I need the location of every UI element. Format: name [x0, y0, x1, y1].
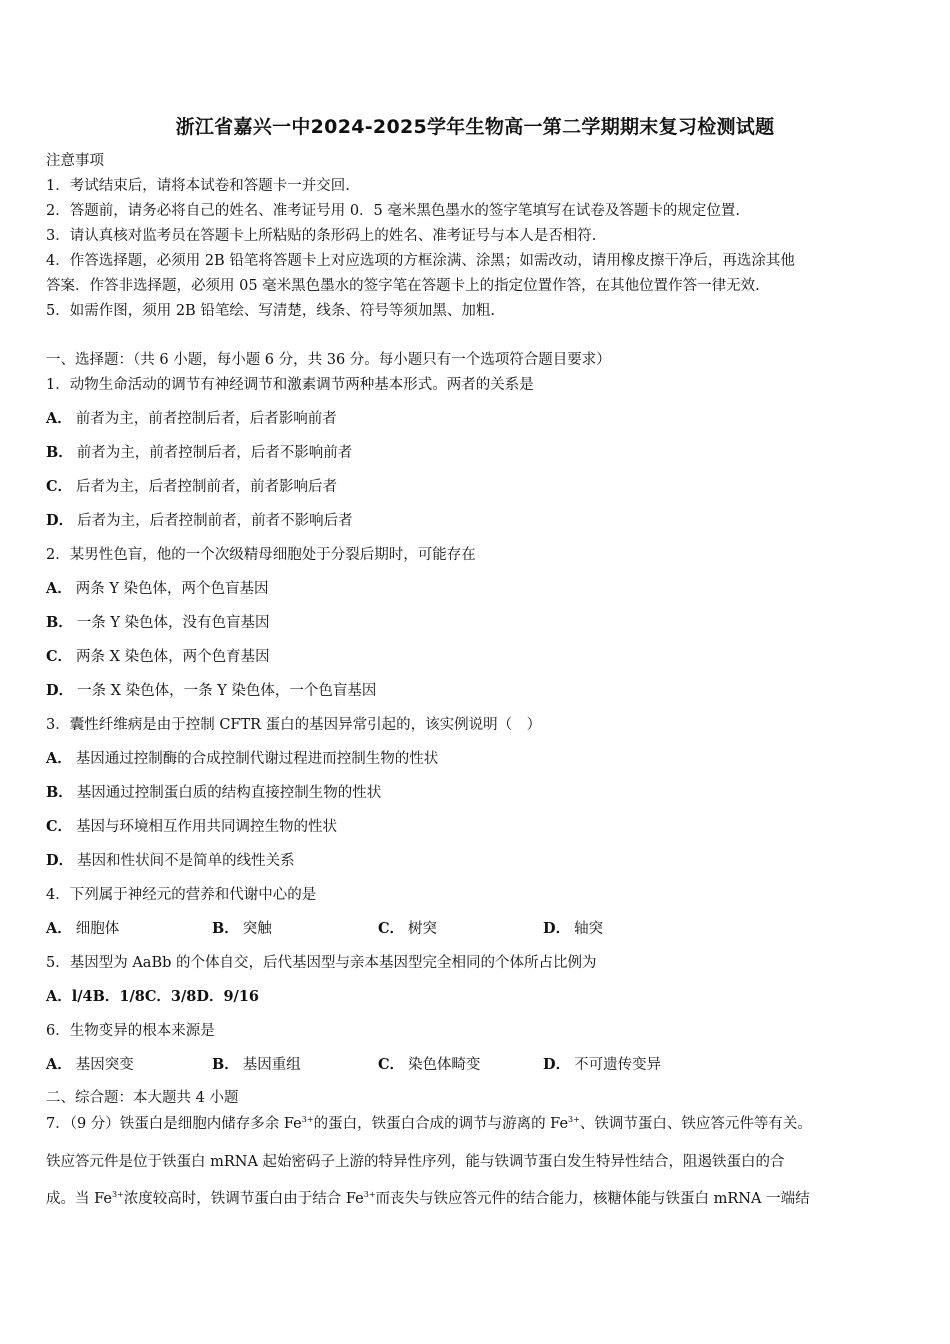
- superscript: 3+: [363, 1190, 376, 1199]
- notice-item: 5．如需作图，须用 2B 铅笔绘、写清楚，线条、符号等须加黑、加粗.: [46, 303, 495, 319]
- option-b: [212, 919, 272, 939]
- option-a: [46, 409, 337, 429]
- question-text-line: [46, 1189, 810, 1209]
- superscript: 3+: [301, 1115, 314, 1124]
- option-a: [46, 1055, 134, 1075]
- option-text: 后者为主，后者控制前者，前者不影响后者: [77, 513, 353, 529]
- option-label: C．: [46, 648, 73, 665]
- option-label: B．: [46, 614, 73, 631]
- question-text-line: 铁应答元件是位于铁蛋白 mRNA 起始密码子上游的特异性序列，能与铁调节蛋白发生特异性结合，阻遏铁蛋白的合: [46, 1154, 785, 1170]
- option-text: 染色体畸变: [408, 1057, 481, 1073]
- option-label: C．: [378, 1056, 405, 1073]
- section-heading: 二、综合题：本大题共 4 小题: [46, 1090, 239, 1106]
- option-label: A．: [46, 410, 72, 427]
- option-label: C．: [46, 478, 73, 495]
- notice-item: 答案．作答非选择题，必须用 05 毫米黑色墨水的签字笔在答题卡上的指定位置作答，在其他位置作答一律无效.: [46, 278, 760, 294]
- option-b: [212, 1055, 301, 1075]
- option-c: [46, 477, 337, 497]
- option-a: [46, 919, 119, 939]
- option-text: 基因通过控制蛋白质的结构直接控制生物的性状: [76, 785, 382, 801]
- question-stem: 5．基因型为 AaBb 的个体自交，后代基因型与亲本基因型完全相同的个体所占比例为: [46, 955, 597, 971]
- option-text: 细胞体: [75, 921, 120, 937]
- question-stem: 6．生物变异的根本来源是: [46, 1023, 215, 1039]
- q7-text: 成。当 Fe: [46, 1191, 112, 1207]
- question-stem: 3．囊性纤维病是由于控制 CFTR 蛋白的基因异常引起的，该实例说明（ ）: [46, 717, 542, 733]
- option-label: D．: [543, 920, 571, 937]
- notice-item: 1．考试结束后，请将本试卷和答题卡一并交回.: [46, 178, 350, 194]
- option-label: A．: [46, 920, 72, 937]
- question-stem: [46, 1114, 812, 1134]
- option-b: [46, 443, 352, 463]
- option-label: B．: [46, 444, 73, 461]
- option-text: 后者为主，后者控制前者，前者影响后者: [76, 479, 338, 495]
- option-label: A．: [46, 1056, 72, 1073]
- option-label: D．: [46, 682, 74, 699]
- option-text: 一条 Y 染色体，没有色盲基因: [76, 615, 270, 631]
- q7-text: 、铁调节蛋白、铁应答元件等有关。: [579, 1116, 812, 1132]
- option-d: [543, 1055, 661, 1075]
- option-text: 两条 X 染色体，两个色育基因: [76, 649, 270, 665]
- q7-text: 的蛋白，铁蛋白合成的调节与游离的 Fe: [313, 1116, 569, 1132]
- q7-text: 浓度较高时，铁调节蛋白由于结合 Fe: [123, 1191, 364, 1207]
- option-label: C．: [46, 818, 73, 835]
- option-text: 树突: [408, 921, 438, 937]
- notice-item: 3．请认真核对监考员在答题卡上所粘贴的条形码上的姓名、准考证号与本人是否相符.: [46, 228, 597, 244]
- option-label: A．: [46, 750, 72, 767]
- question-stem: 4．下列属于神经元的营养和代谢中心的是: [46, 887, 317, 903]
- option-label: D．: [46, 852, 74, 869]
- q7-text: 而丧失与铁应答元件的结合能力，核糖体能与铁蛋白 mRNA 一端结: [375, 1191, 810, 1207]
- question-stem: 1．动物生命活动的调节有神经调节和激素调节两种基本形式。两者的关系是: [46, 377, 534, 393]
- option-a: [46, 579, 269, 599]
- options-line: A．l/4B．1/8C．3/8D．9/16: [46, 988, 260, 1005]
- section-heading: 一、选择题：（共 6 小题，每小题 6 分，共 36 分。每小题只有一个选项符合题目要求）: [46, 352, 611, 368]
- option-text: 基因和性状间不是简单的线性关系: [77, 853, 295, 869]
- q7-text: 7．（9 分）铁蛋白是细胞内储存多余 Fe: [46, 1116, 302, 1132]
- notice-item: 4．作答选择题，必须用 2B 铅笔将答题卡上对应选项的方框涂满、涂黑；如需改动，请用橡皮擦干净后，再选涂其他: [46, 253, 795, 269]
- option-text: 轴突: [574, 921, 604, 937]
- option-d: [543, 919, 603, 939]
- option-text: 基因重组: [242, 1057, 301, 1073]
- option-c: [46, 647, 270, 667]
- option-b: [46, 783, 381, 803]
- option-text: 两条 Y 染色体，两个色盲基因: [75, 581, 269, 597]
- option-text: 不可遗传变异: [574, 1057, 662, 1073]
- option-text: 前者为主，前者控制后者，后者不影响前者: [76, 445, 353, 461]
- option-text: 基因突变: [75, 1057, 134, 1073]
- option-label: B．: [212, 920, 239, 937]
- option-label: D．: [46, 512, 74, 529]
- option-text: 前者为主，前者控制后者，后者影响前者: [75, 411, 337, 427]
- option-d: [46, 681, 376, 701]
- option-label: B．: [212, 1056, 239, 1073]
- page-title: 浙江省嘉兴一中2024-2025学年生物高一第二学期期末复习检测试题: [175, 116, 775, 138]
- option-text: 基因与环境相互作用共同调控生物的性状: [76, 819, 338, 835]
- option-c: [378, 1055, 481, 1075]
- question-stem: 2．某男性色盲，他的一个次级精母细胞处于分裂后期时，可能存在: [46, 547, 476, 563]
- superscript: 3+: [111, 1190, 124, 1199]
- option-d: [46, 851, 295, 871]
- option-b: [46, 613, 270, 633]
- option-label: A．: [46, 580, 72, 597]
- option-label: C．: [378, 920, 405, 937]
- option-text: 突触: [242, 921, 272, 937]
- option-text: 一条 X 染色体，一条 Y 染色体，一个色盲基因: [77, 683, 377, 699]
- option-d: [46, 511, 353, 531]
- superscript: 3+: [568, 1115, 580, 1124]
- option-c: [46, 817, 337, 837]
- option-text: 基因通过控制酶的合成控制代谢过程进而控制生物的性状: [75, 751, 439, 767]
- option-a: [46, 749, 438, 769]
- notice-heading: 注意事项: [46, 153, 104, 169]
- option-label: B．: [46, 784, 73, 801]
- option-c: [378, 919, 437, 939]
- option-label: D．: [543, 1056, 571, 1073]
- notice-item: 2．答题前，请务必将自己的姓名、准考证号用 0．5 毫米黑色墨水的签字笔填写在试卷及答题卡的规定位置.: [46, 203, 740, 219]
